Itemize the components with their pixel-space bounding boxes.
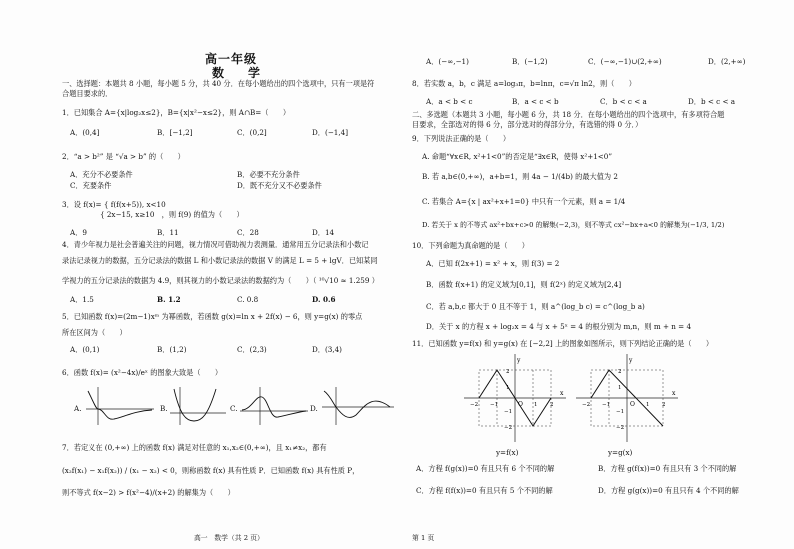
q4-option-a: A．1.5 [70, 295, 94, 304]
q11-option-d: D．方程 g(g(x))=0 有且只有 4 个不同的解 [598, 486, 739, 495]
svg-text:−2: −2 [470, 402, 479, 408]
svg-text:1: 1 [618, 385, 622, 391]
svg-text:x: x [560, 390, 564, 397]
svg-text:2: 2 [550, 402, 554, 408]
left-footer: 高一 数学（共 2 页） [194, 534, 264, 542]
right-footer: 第 1 页 [412, 534, 435, 542]
q6-graph-d [320, 385, 396, 427]
q10-text: 10．下列命题为真命题的是（ ） [412, 241, 529, 250]
svg-text:−1: −1 [490, 402, 499, 408]
q8-option-b: B．a < c < b [512, 97, 559, 106]
q6-graph-a [84, 385, 156, 427]
q7-option-b: B．(−1,2) [512, 57, 548, 66]
q8-option-a: A．a < b < c [426, 97, 473, 106]
q9-option-d: D. 若关于 x 的不等式 ax²+bx+c>0 的解集(−2,3)，则不等式 cx²−bx+a<0 的解集为(−1/3, 1/2) [422, 221, 725, 229]
q11-graph-g-label: y=g(x) [608, 448, 633, 457]
svg-text:−1: −1 [602, 402, 611, 408]
svg-text:1: 1 [506, 385, 510, 391]
q2-option-a: A．充分不必要条件 [70, 170, 133, 179]
q3-text-line2: { 2x−15, x≥10 ，则 f(9) 的值为（ ） [100, 210, 244, 219]
q8-text: 8．若实数 a，b，c 满足 a=log₃π，b=lnπ，c=√π ln2，则（ ） [412, 79, 636, 88]
q5-option-d: D．(3,4) [312, 345, 342, 354]
q10-option-a: A．已知 f(2x+1) = x² + x，则 f(3) = 2 [426, 259, 560, 268]
q4-text-line1: 4．青少年视力是社会普遍关注的问题，视力情况可借助视力表测量．通常用五分记录法和小数记 [62, 240, 369, 249]
q6-graph-c [238, 385, 310, 427]
svg-text:2: 2 [506, 369, 510, 375]
svg-text:y: y [517, 357, 521, 364]
q7-text-line2: (x₂f(x₁) − x₁f(x₂)) / (x₁ − x₂) < 0，则称函数 f(x) 具有性质 P．已知函数 f(x) 具有性质 P， [62, 466, 360, 475]
section2-heading-cont: 目要求，全部选对的得 6 分，部分选对的得部分分，有选错的得 0 分．） [412, 120, 643, 129]
q6-graph-b [168, 385, 228, 427]
svg-text:−1: −1 [504, 409, 513, 415]
q5-text-line1: 5．已知函数 f(x)=(2m−1)xᵐ 为幂函数，若函数 g(x)=ln x + 2f(x) − 6，则 y=g(x) 的零点 [62, 312, 363, 321]
q6-option-c-label: C. [230, 404, 238, 413]
q5-option-a: A．(0,1) [70, 345, 100, 354]
q3-option-a: A．9 [70, 228, 87, 237]
q4-option-b: B. 1.2 [157, 295, 181, 304]
q4-option-d: D. 0.6 [312, 295, 336, 304]
q3-text-line1: 3．设 f(x)= { f(f(x+5)), x<10 [62, 200, 166, 209]
q10-option-c: C．若 a,b,c 都大于 0 且不等于 1，则 a^(log_b c) = c^(log_b a) [426, 302, 645, 311]
section1-heading-cont: 合题目要求的． [62, 89, 113, 98]
q7-option-a: A．(−∞,−1) [426, 57, 469, 66]
q6-option-a-label: A. [74, 404, 82, 413]
svg-text:x: x [672, 390, 676, 397]
svg-text:1: 1 [534, 402, 538, 408]
q1-option-b: B．[−1,2] [157, 128, 193, 137]
q7-option-d: D．(2,+∞) [708, 57, 746, 66]
q11-graph-f [462, 352, 568, 444]
svg-text:1: 1 [646, 402, 650, 408]
q2-option-c: C．充要条件 [70, 181, 112, 190]
q4-option-c: C. 0.8 [237, 295, 259, 304]
q10-option-b: B．函数 f(x+1) 的定义域为[0,1]，则 f(2ˣ) 的定义域为[2,4] [426, 280, 622, 289]
subject-title: 数 学 [212, 66, 267, 80]
q11-text: 11．已知函数 y=f(x) 和 y=g(x) 在 [−2,2] 上的图象如图所示，则下列结论正确的是（ ） [412, 339, 714, 348]
q1-text: 1．已知集合 A={x|log₂x≤2}，B={x|x²−x≤2}，则 A∩B=（ ） [62, 108, 291, 117]
q9-option-c: C. 若集合 A={x | ax²+x+1=0} 中只有一个元素，则 a = 1/4 [422, 197, 626, 206]
svg-text:2: 2 [618, 369, 622, 375]
q11-option-a: A．方程 f(g(x))=0 有且只有 6 个不同的解 [416, 464, 555, 473]
q5-option-b: B．(1,2) [157, 345, 187, 354]
q4-text-line2: 录法记录视力的数据，五分记录法的数据 L 和小数记录法的数据 V 的满足 L = 5 + lgV．已知某同 [62, 256, 378, 265]
q11-option-c: C．方程 f(f(x))=0 有且只有 5 个不同的解 [416, 486, 553, 495]
q1-option-d: D．(−1,4] [312, 128, 349, 137]
q7-text-line3: 则不等式 f(x−2) > f(x²−4)/(x+2) 的解集为（ ） [62, 488, 235, 497]
q6-option-b-label: B. [160, 404, 168, 413]
q8-option-d: D．b < c < a [688, 97, 736, 106]
section2-heading: 二、多选题（本题共 3 小题，每小题 6 分，共 18 分．在每小题给出的四个选项中，有多项符合题 [412, 110, 725, 119]
q4-text-line3: 学视力的五分记录法的数据为 4.9，则其视力的小数记录法的数据约为（ ）（ ¹⁰√10 ≈ 1.259 ） [62, 276, 379, 285]
q5-option-c: C．(2,3) [237, 345, 267, 354]
svg-text:O: O [630, 401, 635, 408]
q11-option-b: B．方程 g(f(x))=0 有且只有 3 个不同的解 [598, 464, 737, 473]
q11-graph-g [574, 352, 680, 444]
q8-option-c: C．b < c < a [600, 97, 647, 106]
q11-graph-f-label: y=f(x) [496, 448, 519, 457]
svg-text:O: O [518, 401, 523, 408]
q2-text: 2．“a > b²” 是 “√a > b” 的（ ） [62, 152, 185, 161]
q9-text: 9．下列说法正确的是（ ） [412, 134, 511, 143]
q3-option-b: B．11 [157, 228, 179, 237]
q7-option-c: C．(−∞,−1)∪(2,+∞) [588, 57, 662, 66]
svg-text:−1: −1 [616, 409, 625, 415]
svg-text:−2: −2 [616, 425, 625, 431]
q2-option-b: B．必要不充分条件 [237, 170, 300, 179]
svg-text:−2: −2 [504, 425, 513, 431]
svg-text:2: 2 [662, 402, 666, 408]
section1-heading: 一、选择题：本题共 8 小题，每小题 5 分，共 40 分．在每小题给出的四个选项中，只有一项是符 [62, 79, 375, 88]
q3-option-c: C．28 [237, 228, 259, 237]
q6-text: 6．函数 f(x)= (x²−4x)/eˣ 的图象大致是（ ） [62, 368, 223, 377]
q7-text-line1: 7．若定义在 (0,+∞) 上的函数 f(x) 满足对任意的 x₁,x₂∈(0,+∞)，且 x₁≠x₂，都有 [62, 443, 327, 452]
q1-option-a: A．(0,4] [70, 128, 100, 137]
q3-option-d: D．14 [312, 228, 335, 237]
q9-option-a: A. 命题“∀x∈R, x²+1<0”的否定是“∃x∈R，使得 x²+1<0” [422, 152, 613, 161]
svg-text:−2: −2 [582, 402, 591, 408]
grade-title: 高一年级 [205, 52, 258, 66]
q6-option-d-label: D. [310, 404, 318, 413]
q5-text-line2: 所在区间为（ ） [62, 328, 127, 337]
q1-option-c: C．(0,2] [237, 128, 267, 137]
q10-option-d: D．关于 x 的方程 x + log₂x = 4 与 x + 5ˣ = 4 的根分别为 m,n，则 m + n = 4 [426, 322, 692, 331]
svg-text:y: y [629, 357, 633, 364]
q9-option-b: B. 若 a,b∈(0,+∞)，a+b=1，则 4a − 1/(4b) 的最大值为 2 [422, 172, 618, 181]
q2-option-d: D．既不充分又不必要条件 [237, 181, 322, 190]
